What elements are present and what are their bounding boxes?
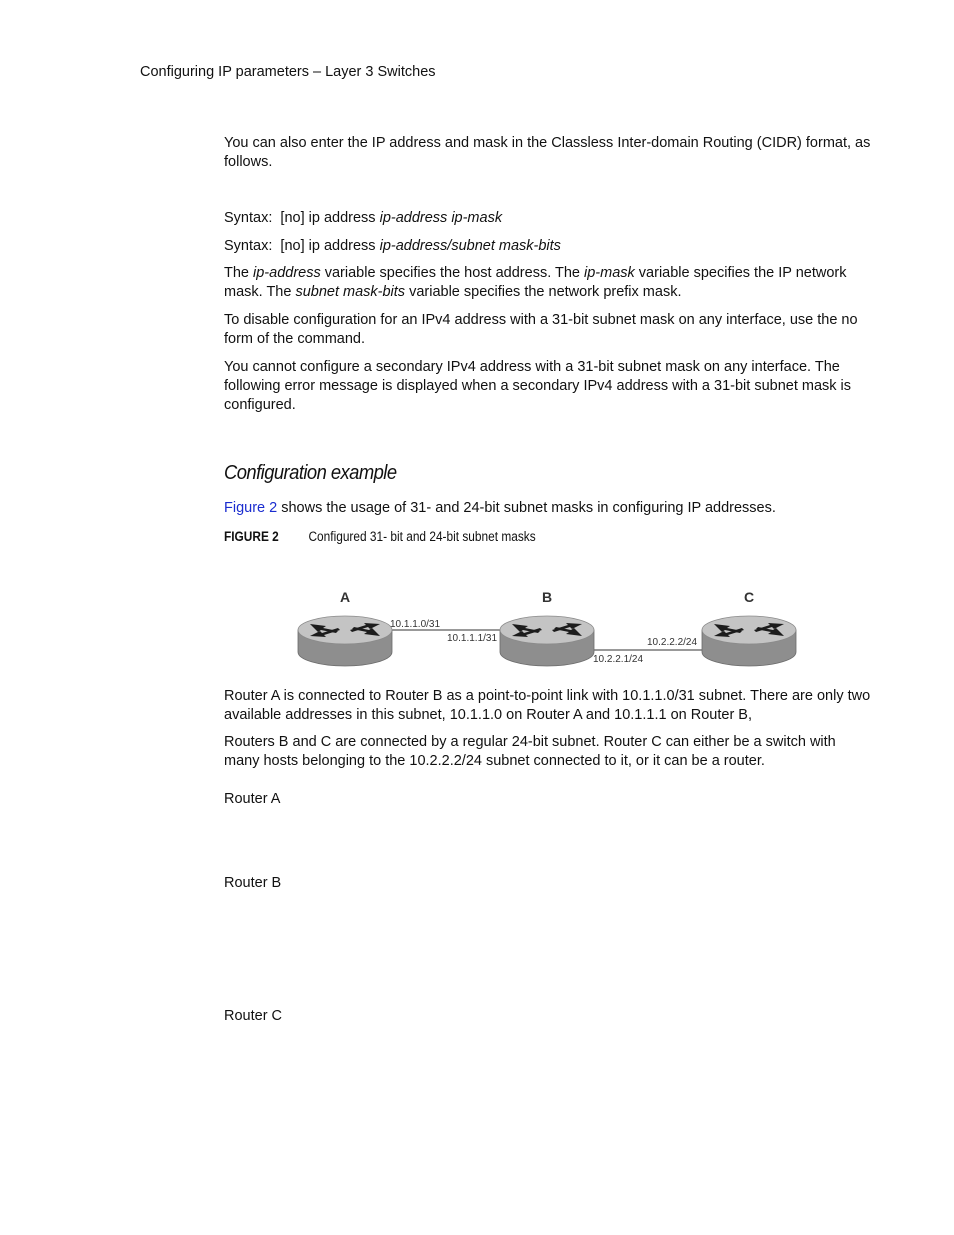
bracket-close: ] bbox=[300, 210, 305, 226]
bracket-close: ] bbox=[300, 238, 305, 254]
no-keyword: no bbox=[841, 312, 858, 328]
link-label-10-1-1-1: 10.1.1.1/31 bbox=[447, 633, 498, 644]
bracket-open: [ bbox=[280, 238, 285, 254]
text: shows the usage of 31- and 24-bit subnet masks in configuring IP addresses. bbox=[277, 500, 776, 516]
router-b-icon bbox=[500, 616, 594, 666]
text: form of the command. bbox=[224, 331, 366, 347]
var-ip-address: ip-address bbox=[253, 265, 321, 281]
syntax-line-2 bbox=[224, 237, 872, 256]
text: variable specifies the host address. The bbox=[320, 265, 585, 281]
no-keyword: no bbox=[284, 210, 301, 226]
figure-caption bbox=[224, 529, 536, 544]
figure-reference-paragraph bbox=[224, 499, 872, 518]
command-args: ip-address/subnet mask-bits bbox=[379, 238, 561, 254]
no-keyword: no bbox=[284, 238, 301, 254]
router-label-a: A bbox=[339, 589, 351, 605]
text: variable specifies the IP network mask. The bbox=[224, 265, 847, 300]
router-a-icon bbox=[298, 616, 392, 666]
text: variable specifies the network prefix mask. bbox=[405, 284, 682, 300]
router-a-heading: Router A bbox=[224, 791, 281, 807]
syntax-label: Syntax: bbox=[224, 238, 273, 254]
section-title: Configuration example bbox=[224, 462, 397, 484]
bracket-open: [ bbox=[280, 210, 285, 226]
command-keyword: ip address bbox=[308, 210, 376, 226]
text: The bbox=[224, 265, 254, 281]
router-ab-paragraph: Router A is connected to Router B as a point-to-point link with 10.1.1.0/31 subnet. There are only two available addresses in this subnet, 10.1.1.0 on Router A and 10.1.1.1 on Router B, bbox=[224, 688, 871, 723]
figure-label: FIGURE 2 bbox=[224, 529, 279, 544]
router-b-heading: Router B bbox=[224, 875, 282, 891]
router-label-c: C bbox=[743, 589, 755, 605]
syntax-label: Syntax: bbox=[224, 210, 273, 226]
link-label-10-1-1-0: 10.1.1.0/31 bbox=[390, 619, 441, 630]
var-ip-mask: ip-mask bbox=[584, 265, 635, 281]
command-keyword: ip address bbox=[308, 238, 376, 254]
network-diagram bbox=[290, 582, 810, 674]
figure-link[interactable]: Figure 2 bbox=[224, 500, 278, 516]
disable-paragraph bbox=[224, 311, 872, 349]
router-c-heading: Router C bbox=[224, 1008, 283, 1024]
router-c-icon bbox=[702, 616, 796, 666]
variables-paragraph bbox=[224, 264, 872, 302]
link-label-10-2-2-2: 10.2.2.2/24 bbox=[647, 637, 698, 648]
router-label-b: B bbox=[541, 589, 553, 605]
text: To disable configuration for an IPv4 address with a 31-bit subnet mask on any interface, use the bbox=[224, 312, 842, 328]
var-subnet-mask-bits: subnet mask-bits bbox=[295, 284, 406, 300]
intro-paragraph: You can also enter the IP address and mask in the Classless Inter-domain Routing (CIDR) format, as follows. bbox=[224, 135, 871, 170]
syntax-line-1 bbox=[224, 209, 872, 228]
link-label-10-2-2-1: 10.2.2.1/24 bbox=[593, 654, 644, 665]
figure-caption-text: Configured 31- bit and 24-bit subnet masks bbox=[308, 529, 536, 544]
running-head: Configuring IP parameters – Layer 3 Switches bbox=[140, 64, 436, 80]
router-bc-paragraph: Routers B and C are connected by a regular 24-bit subnet. Router C can either be a switch with many hosts belonging to the 10.2.2.2/24 subnet connected to it, or it can be a router. bbox=[224, 734, 836, 769]
command-args: ip-address ip-mask bbox=[379, 210, 503, 226]
secondary-paragraph: You cannot configure a secondary IPv4 address with a 31-bit subnet mask on any interface. The following error message is displayed when a secondary IPv4 address with a 31-bit subnet mask is configured. bbox=[224, 359, 852, 413]
